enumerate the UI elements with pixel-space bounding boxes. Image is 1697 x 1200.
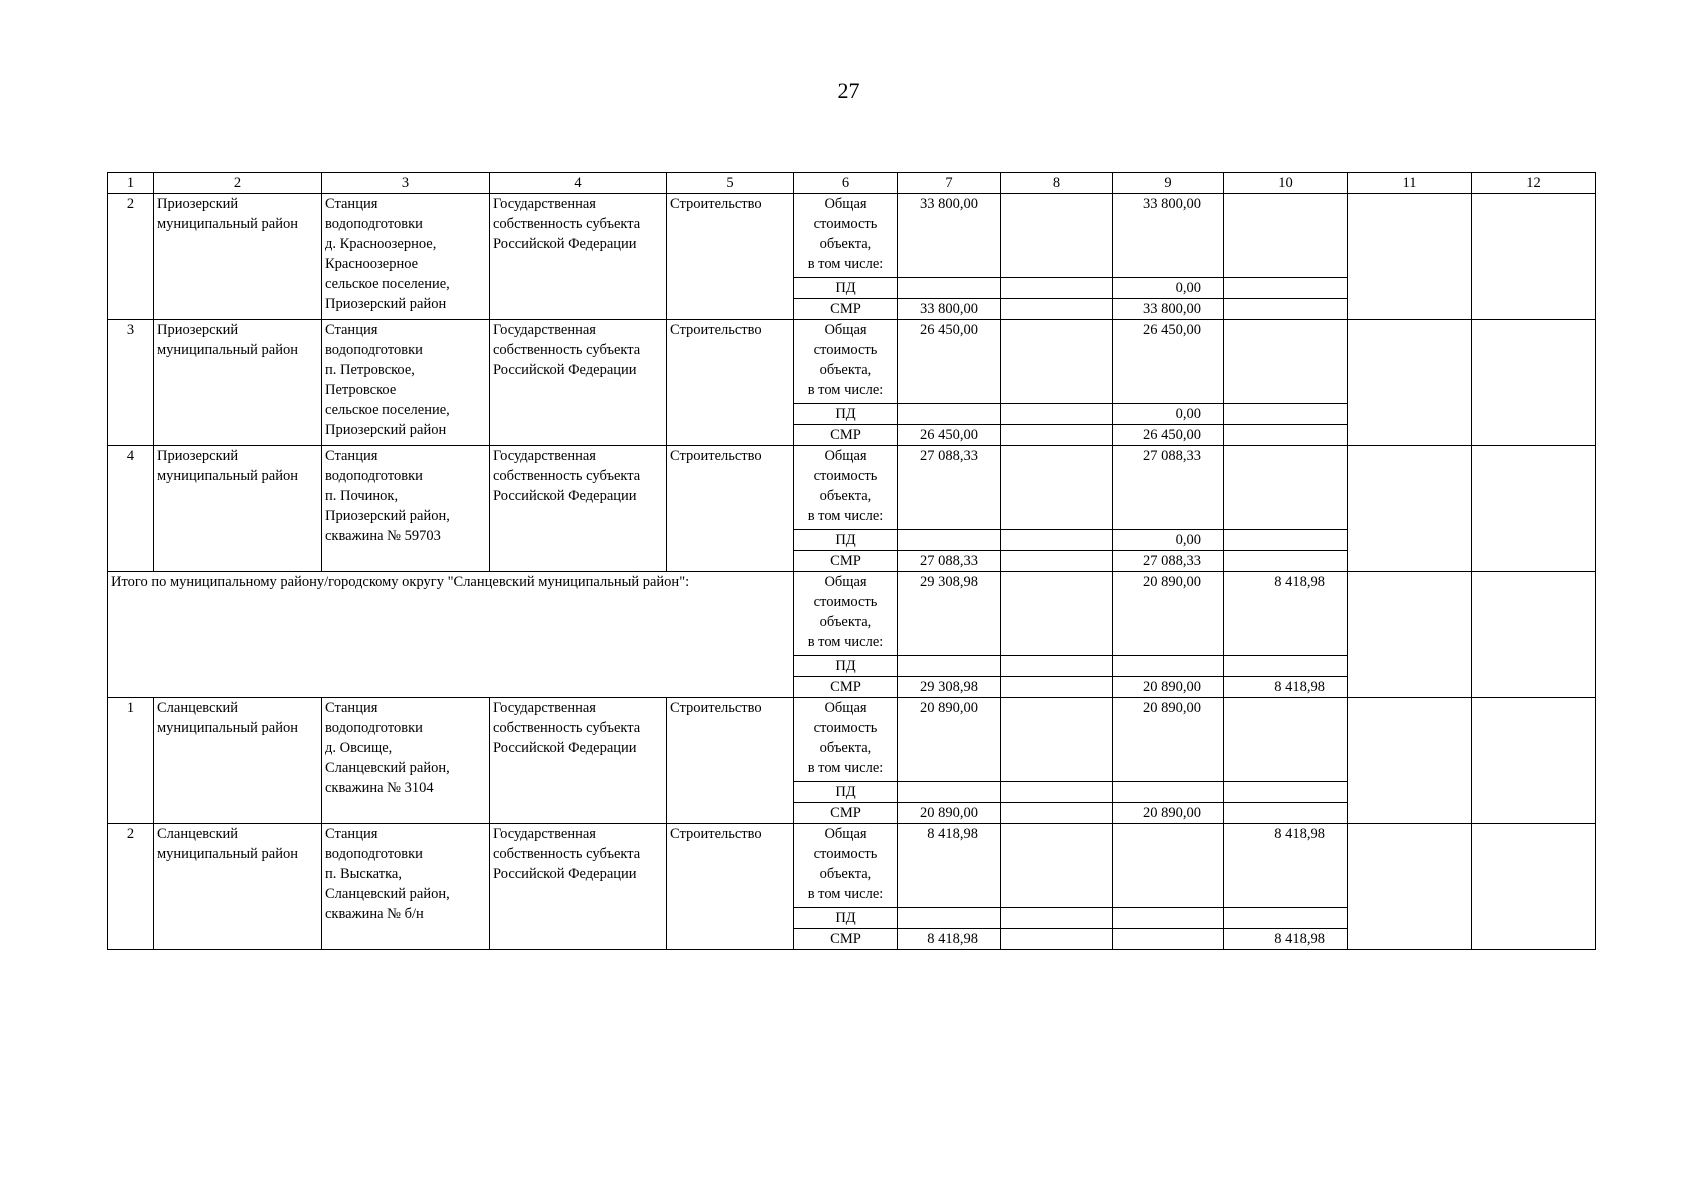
column-number: 8 [1001,173,1113,194]
value-c9: 20 890,00 [1113,572,1224,656]
cost-label-pd: ПД [794,404,898,425]
value-c9: 20 890,00 [1113,677,1224,698]
value-c8 [1001,446,1113,530]
object-row [108,446,1596,530]
column-number: 12 [1472,173,1596,194]
cost-label-total: Общая стоимость объекта, в том числе: [794,320,898,404]
value-c7 [898,404,1001,425]
value-c10 [1224,404,1348,425]
cost-label-smr: СМР [794,803,898,824]
value-c9 [1113,824,1224,908]
cost-label-pd: ПД [794,782,898,803]
district-name: Приозерский муниципальный район [154,194,322,320]
work-type: Строительство [667,320,794,446]
col-11 [1348,320,1472,446]
district-name: Сланцевский муниципальный район [154,698,322,824]
value-c9: 0,00 [1113,278,1224,299]
value-c7 [898,656,1001,677]
column-number: 2 [154,173,322,194]
value-c7: 20 890,00 [898,698,1001,782]
value-c9: 20 890,00 [1113,803,1224,824]
cost-label-smr: СМР [794,677,898,698]
value-c9 [1113,656,1224,677]
value-c7 [898,530,1001,551]
value-c9: 27 088,33 [1113,446,1224,530]
value-c9: 27 088,33 [1113,551,1224,572]
column-number: 1 [108,173,154,194]
value-c7: 26 450,00 [898,425,1001,446]
row-number: 2 [108,824,154,950]
value-c10 [1224,446,1348,530]
value-c9 [1113,908,1224,929]
column-number: 10 [1224,173,1348,194]
object-row [108,824,1596,908]
object-name: Станция водоподготовки д. Овсище, Сланцевский район, скважина № 3104 [322,698,490,824]
value-c10: 8 418,98 [1224,677,1348,698]
value-c8 [1001,320,1113,404]
value-c10 [1224,278,1348,299]
object-row [108,194,1596,278]
value-c7 [898,278,1001,299]
value-c9: 33 800,00 [1113,194,1224,278]
value-c7: 8 418,98 [898,929,1001,950]
value-c8 [1001,782,1113,803]
value-c8 [1001,656,1113,677]
cost-label-pd: ПД [794,530,898,551]
col-12 [1472,194,1596,320]
value-c8 [1001,698,1113,782]
value-c8 [1001,677,1113,698]
subtotal-row [108,572,1596,656]
cost-label-total: Общая стоимость объекта, в том числе: [794,194,898,278]
value-c10 [1224,782,1348,803]
value-c9: 26 450,00 [1113,320,1224,404]
investment-table [107,172,1596,950]
object-name: Станция водоподготовки д. Красноозерное, Красноозерное сельское поселение, Приозерский район [322,194,490,320]
col-12 [1472,446,1596,572]
cost-label-total: Общая стоимость объекта, в том числе: [794,698,898,782]
value-c7 [898,782,1001,803]
ownership: Государственная собственность субъекта Российской Федерации [490,824,667,950]
work-type: Строительство [667,446,794,572]
row-number: 4 [108,446,154,572]
col-12 [1472,698,1596,824]
column-number: 6 [794,173,898,194]
column-number: 3 [322,173,490,194]
value-c8 [1001,425,1113,446]
object-name: Станция водоподготовки п. Починок, Приозерский район, скважина № 59703 [322,446,490,572]
value-c7: 20 890,00 [898,803,1001,824]
value-c8 [1001,404,1113,425]
cost-label-smr: СМР [794,425,898,446]
row-number: 2 [108,194,154,320]
value-c8 [1001,194,1113,278]
subtotal-label: Итого по муниципальному району/городскому округу "Сланцевский муниципальный район": [108,572,794,698]
value-c8 [1001,551,1113,572]
work-type: Строительство [667,824,794,950]
value-c10: 8 418,98 [1224,824,1348,908]
col-11 [1348,572,1472,698]
value-c10: 8 418,98 [1224,572,1348,656]
value-c8 [1001,908,1113,929]
value-c10 [1224,299,1348,320]
col-12 [1472,824,1596,950]
col-11 [1348,446,1472,572]
value-c9: 0,00 [1113,404,1224,425]
value-c7: 29 308,98 [898,677,1001,698]
work-type: Строительство [667,698,794,824]
row-number: 3 [108,320,154,446]
ownership: Государственная собственность субъекта Российской Федерации [490,320,667,446]
value-c10 [1224,530,1348,551]
object-row [108,320,1596,404]
value-c7: 27 088,33 [898,551,1001,572]
col-11 [1348,194,1472,320]
value-c7: 26 450,00 [898,320,1001,404]
value-c10 [1224,194,1348,278]
value-c7: 8 418,98 [898,824,1001,908]
object-name: Станция водоподготовки п. Петровское, Петровское сельское поселение, Приозерский район [322,320,490,446]
value-c10 [1224,698,1348,782]
cost-label-smr: СМР [794,551,898,572]
district-name: Приозерский муниципальный район [154,446,322,572]
ownership: Государственная собственность субъекта Российской Федерации [490,446,667,572]
value-c8 [1001,299,1113,320]
column-number-row [108,173,1596,194]
value-c10 [1224,656,1348,677]
value-c8 [1001,572,1113,656]
value-c7: 33 800,00 [898,194,1001,278]
value-c7: 33 800,00 [898,299,1001,320]
value-c7: 27 088,33 [898,446,1001,530]
value-c7: 29 308,98 [898,572,1001,656]
cost-label-pd: ПД [794,908,898,929]
cost-label-smr: СМР [794,929,898,950]
cost-label-pd: ПД [794,656,898,677]
column-number: 5 [667,173,794,194]
value-c8 [1001,530,1113,551]
col-12 [1472,320,1596,446]
value-c10 [1224,908,1348,929]
ownership: Государственная собственность субъекта Российской Федерации [490,698,667,824]
value-c9 [1113,929,1224,950]
value-c8 [1001,803,1113,824]
value-c8 [1001,278,1113,299]
col-11 [1348,824,1472,950]
value-c10 [1224,425,1348,446]
value-c10 [1224,803,1348,824]
value-c9: 26 450,00 [1113,425,1224,446]
page-number: 27 [837,78,860,103]
value-c10 [1224,551,1348,572]
object-row [108,698,1596,782]
value-c10 [1224,320,1348,404]
column-number: 11 [1348,173,1472,194]
value-c9: 0,00 [1113,530,1224,551]
column-number: 7 [898,173,1001,194]
value-c8 [1001,929,1113,950]
cost-label-total: Общая стоимость объекта, в том числе: [794,446,898,530]
value-c9: 20 890,00 [1113,698,1224,782]
cost-label-smr: СМР [794,299,898,320]
column-number: 9 [1113,173,1224,194]
col-12 [1472,572,1596,698]
object-name: Станция водоподготовки п. Выскатка, Сланцевский район, скважина № б/н [322,824,490,950]
cost-label-pd: ПД [794,278,898,299]
ownership: Государственная собственность субъекта Российской Федерации [490,194,667,320]
col-11 [1348,698,1472,824]
value-c9 [1113,782,1224,803]
district-name: Сланцевский муниципальный район [154,824,322,950]
value-c8 [1001,824,1113,908]
district-name: Приозерский муниципальный район [154,320,322,446]
value-c9: 33 800,00 [1113,299,1224,320]
row-number: 1 [108,698,154,824]
value-c7 [898,908,1001,929]
cost-label-total: Общая стоимость объекта, в том числе: [794,572,898,656]
work-type: Строительство [667,194,794,320]
cost-label-total: Общая стоимость объекта, в том числе: [794,824,898,908]
column-number: 4 [490,173,667,194]
value-c10: 8 418,98 [1224,929,1348,950]
